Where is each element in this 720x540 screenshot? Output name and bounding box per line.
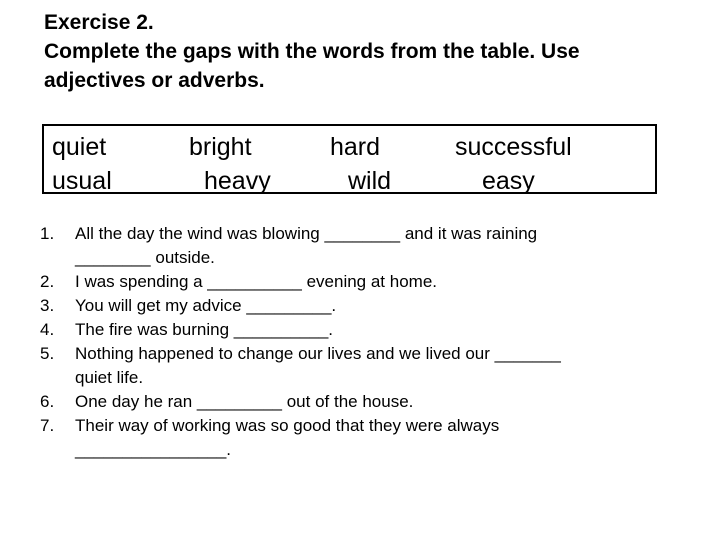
instruction-line-1: Complete the gaps with the words from the table. Use <box>44 40 580 63</box>
task-item <box>40 222 680 270</box>
task-number: 1. <box>40 224 55 243</box>
word-hard: hard <box>330 133 381 161</box>
task-item <box>40 318 680 342</box>
task-text: I was spending a __________ evening at home. <box>75 272 437 291</box>
task-number: 2. <box>40 272 55 291</box>
task-number: 4. <box>40 320 55 339</box>
exercise-title: Exercise 2. <box>44 11 154 34</box>
word-quiet: quiet <box>52 133 107 161</box>
task-item <box>40 270 680 294</box>
word-heavy: heavy <box>204 167 271 195</box>
task-text-continued: ________ outside. <box>75 248 215 267</box>
task-number: 3. <box>40 296 55 315</box>
word-bright: bright <box>189 133 252 161</box>
task-item <box>40 390 680 414</box>
task-number: 7. <box>40 416 55 435</box>
task-text: You will get my advice _________. <box>75 296 337 315</box>
word-wild: wild <box>348 167 392 195</box>
word-usual: usual <box>52 167 112 195</box>
instruction-line-2: adjectives or adverbs. <box>44 69 265 92</box>
task-number: 6. <box>40 392 55 411</box>
task-item <box>40 294 680 318</box>
task-text-continued: ________________. <box>75 440 231 459</box>
task-list <box>40 222 680 462</box>
word-successful: successful <box>455 133 572 161</box>
task-text: Nothing happened to change our lives and we lived our _______ <box>75 344 561 363</box>
word-table <box>42 124 657 194</box>
task-text: The fire was burning __________. <box>75 320 334 339</box>
task-number: 5. <box>40 344 55 363</box>
task-text: All the day the wind was blowing ________ and it was raining <box>75 224 538 243</box>
task-item <box>40 414 680 462</box>
task-text: One day he ran _________ out of the house. <box>75 392 414 411</box>
task-item <box>40 342 680 390</box>
exercise-heading <box>44 8 704 95</box>
task-text-continued: quiet life. <box>75 368 144 387</box>
task-text: Their way of working was so good that they were always <box>75 416 500 435</box>
word-easy: easy <box>482 167 535 195</box>
